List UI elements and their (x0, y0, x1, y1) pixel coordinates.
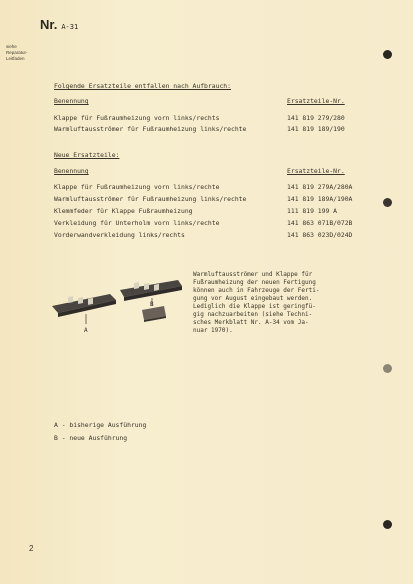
section2-row-name: Klemmfeder für Klappe Fußraumheizung (54, 207, 193, 215)
document-number (40, 17, 78, 32)
section1-col-name: Benennung (54, 97, 89, 105)
caption-line: sches Merkblatt Nr. A-34 vom Ja- (193, 319, 309, 326)
section2-row-name: Verkleidung für Unterholm vorn links/rechte (54, 219, 220, 227)
section2-row-name: Klappe für Fußraumheizung vorn links/rechte (54, 183, 220, 191)
caption-line: gung vor August eingebaut werden. (193, 295, 313, 302)
caption-line: Warmluftausströmer und Klappe für (193, 271, 313, 278)
vent-old-drawing (52, 294, 116, 324)
section1-row-part: 141 819 189/190 (287, 125, 345, 133)
section1-heading: Folgende Ersatzteile entfallen nach Aufbrauch: (54, 82, 231, 90)
section2-row-name: Warmluftausströmer für Fußraumheizung links/rechte (54, 195, 247, 203)
section2-heading: Neue Ersatzteile: (54, 151, 120, 159)
label-b: B (150, 301, 154, 308)
binder-hole (383, 50, 392, 59)
section1-row-name: Warmluftausströmer für Fußraumheizung links/rechte (54, 125, 247, 133)
label-a: A (84, 327, 88, 334)
section2-row-part: 141 819 189A/190A (287, 195, 353, 203)
side-note-line: siehe (6, 44, 17, 49)
part-illustration (50, 278, 185, 338)
caption-line: können auch in Fahrzeuge der Ferti- (193, 287, 320, 294)
section2-row-name: Vorderwandverkleidung links/rechts (54, 231, 185, 239)
section2-row-part: 111 819 199 A (287, 207, 338, 215)
binder-hole (383, 364, 392, 373)
section1-col-part: Ersatzteile-Nr. (287, 97, 345, 105)
caption-line: Fußraumheizung der neuen Fertigung (193, 279, 316, 286)
side-note-line: Reparatur- (6, 50, 28, 55)
section1-row-name: Klappe für Fußraumheizung vorn links/rechts (54, 114, 220, 122)
number-value: A-31 (61, 23, 79, 31)
section2-row-part: 141 819 279A/280A (287, 183, 353, 191)
side-note-line: Leitfaden (6, 56, 25, 61)
section1-row-part: 141 819 279/280 (287, 114, 345, 122)
caption-line: Lediglich die Klappe ist geringfü- (193, 303, 316, 310)
caption-line: gig nachzuarbeiten (siehe Techni- (193, 311, 313, 318)
caption-line: nuar 1970). (193, 327, 233, 334)
illustration-caption (193, 271, 363, 335)
section2-col-name: Benennung (54, 167, 89, 175)
binder-hole (383, 198, 392, 207)
section2-row-part: 141 863 071B/072B (287, 219, 353, 227)
legend-line-a: A - bisherige Ausführung (54, 421, 147, 429)
section2-col-part: Ersatzteile-Nr. (287, 167, 345, 175)
number-prefix: Nr. (40, 17, 58, 32)
page-number: 2 (29, 544, 34, 553)
legend-line-b: B - neue Ausführung (54, 434, 128, 442)
binder-hole (383, 520, 392, 529)
section2-row-part: 141 863 023D/024D (287, 231, 353, 239)
side-note (6, 44, 28, 62)
